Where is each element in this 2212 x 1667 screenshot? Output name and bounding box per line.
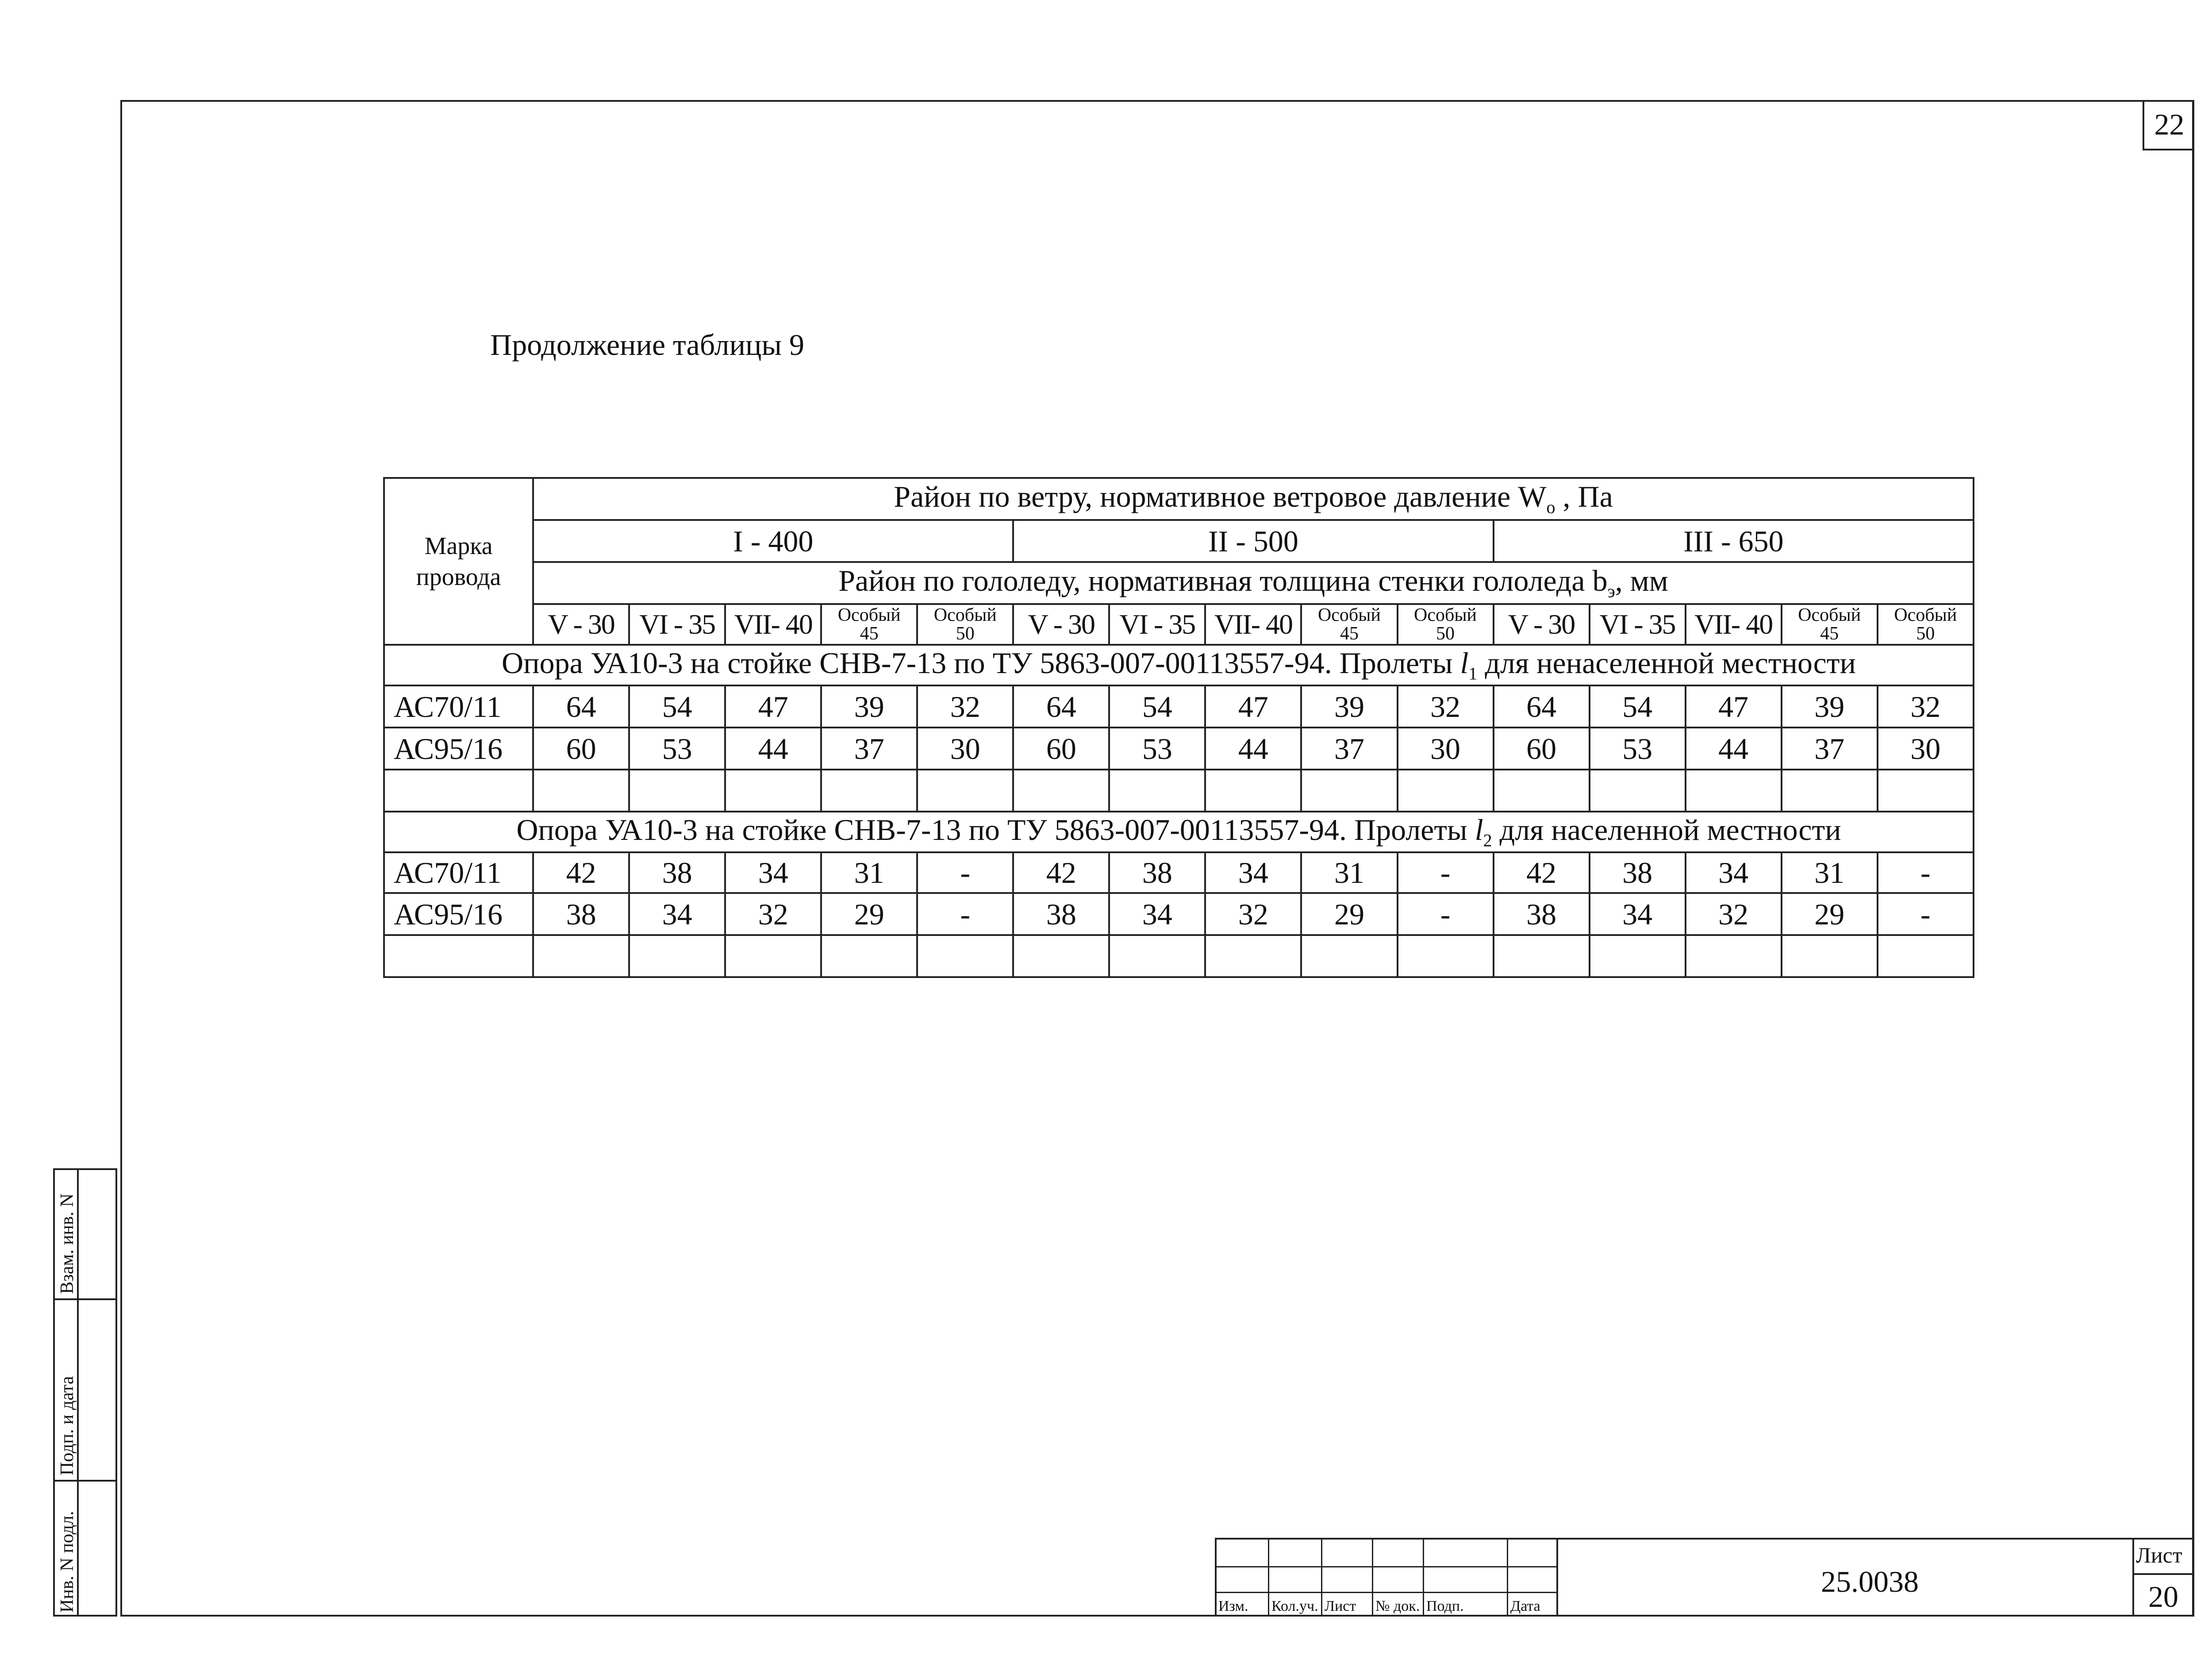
span-value-cell [533, 728, 629, 770]
wire-brand: АС70/11 [394, 856, 502, 889]
strip-divider [55, 1298, 115, 1300]
title-block-cell [1321, 1566, 1372, 1592]
title-block-cell [1507, 1538, 1556, 1566]
ice-region-cell [1686, 604, 1782, 645]
span-value-cell [533, 852, 629, 893]
span-value: 38 [662, 856, 692, 889]
ice-region-word: Особый [837, 605, 901, 625]
span-value-cell [1398, 685, 1494, 728]
span-value-cell [1398, 852, 1494, 893]
span-value: 54 [662, 689, 692, 724]
span-value-cell [1109, 852, 1205, 893]
ice-region-value: 45 [860, 624, 879, 644]
ice-header [533, 562, 1974, 604]
span-value: 32 [1718, 897, 1749, 931]
ice-region: VII- 40 [1694, 608, 1773, 640]
span-value-cell [1782, 685, 1878, 728]
span-value-cell [1590, 852, 1686, 893]
empty-cell [725, 935, 821, 977]
span-value-cell [629, 852, 725, 893]
title-block-column-label: Лист [1325, 1598, 1356, 1614]
span-value: 34 [1238, 856, 1268, 889]
strip-divider [55, 1480, 115, 1482]
wire-brand: АС70/11 [394, 689, 502, 724]
span-value-cell [1013, 685, 1109, 728]
empty-cell [1398, 935, 1494, 977]
span-value-cell [1109, 728, 1205, 770]
ice-region-word: Особый [933, 605, 997, 625]
span-value-cell [1686, 685, 1782, 728]
title-block-cell [1423, 1538, 1507, 1566]
empty-cell [1590, 935, 1686, 977]
ice-region: V - 30 [548, 608, 614, 640]
span-value: 34 [1622, 897, 1653, 931]
ice-header-tail: , мм [1615, 564, 1668, 598]
section2-sub: 2 [1483, 830, 1492, 851]
span-value-cell [1686, 893, 1782, 935]
ice-region: V - 30 [1508, 608, 1575, 640]
empty-cell [1494, 770, 1590, 812]
span-value: 60 [1526, 731, 1557, 766]
ice-region-cell [1205, 604, 1301, 645]
span-value-cell [821, 852, 917, 893]
ice-region-cell [1398, 604, 1494, 645]
span-value-cell [1205, 852, 1301, 893]
span-value: 53 [1622, 731, 1653, 766]
ice-region-cell [629, 604, 725, 645]
title-block-column-label: Кол.уч. [1271, 1598, 1318, 1614]
wind-region-cell [533, 520, 1013, 562]
span-value: 39 [1334, 689, 1364, 724]
empty-cell [1013, 770, 1109, 812]
wind-region: II - 500 [1208, 524, 1298, 558]
span-value: 29 [1814, 897, 1845, 931]
title-block-cell [1268, 1566, 1321, 1592]
wind-header-tail: , Па [1563, 480, 1613, 514]
span-value-cell [917, 893, 1013, 935]
span-value-cell [1590, 893, 1686, 935]
title-block-cell [1215, 1566, 1268, 1592]
span-value: 31 [1334, 856, 1364, 889]
empty-cell [1590, 770, 1686, 812]
section2-title-post: для населенной местности [1499, 812, 1841, 847]
span-value-cell [1494, 852, 1590, 893]
span-value-cell [1301, 852, 1397, 893]
span-value: 42 [1526, 856, 1557, 889]
span-value: 37 [1334, 731, 1364, 766]
wire-brand-cell [384, 728, 533, 770]
table-caption: Продолжение таблицы 9 [490, 328, 805, 362]
empty-cell [1686, 770, 1782, 812]
span-value: 38 [1622, 856, 1653, 889]
span-value: 64 [1046, 689, 1076, 724]
span-value: 60 [1046, 731, 1076, 766]
span-value: 32 [1910, 689, 1941, 724]
span-value-cell [1205, 728, 1301, 770]
document-number: 25.0038 [1821, 1565, 1919, 1598]
span-value: - [960, 856, 971, 889]
span-value: 30 [1910, 731, 1941, 766]
binding-strip [53, 1168, 117, 1617]
span-value: - [1440, 897, 1451, 931]
title-block [1215, 1538, 2194, 1617]
span-value: 53 [662, 731, 692, 766]
title-block-divider [2132, 1573, 2194, 1575]
title-block-cell [1215, 1538, 1268, 1566]
span-value: 29 [854, 897, 884, 931]
span-value-cell [1494, 685, 1590, 728]
span-value-cell [1878, 893, 1974, 935]
title-block-cell [1268, 1538, 1321, 1566]
title-block-divider [1556, 1538, 1558, 1617]
span-value: 54 [1142, 689, 1172, 724]
span-value-cell [1398, 893, 1494, 935]
span-value: 42 [1046, 856, 1076, 889]
wind-header [533, 478, 1974, 520]
span-value: 37 [1814, 731, 1845, 766]
span-value: 38 [1142, 856, 1172, 889]
empty-cell [1494, 935, 1590, 977]
ice-region-cell [1109, 604, 1205, 645]
title-block-cell [1321, 1538, 1372, 1566]
span-value-cell [821, 728, 917, 770]
span-value: 38 [1526, 897, 1557, 931]
wind-region-cell [1494, 520, 1974, 562]
empty-cell [821, 935, 917, 977]
ice-region: VII- 40 [734, 608, 812, 640]
empty-cell [1301, 935, 1397, 977]
wind-header-text: Район по ветру, нормативное ветровое давление W [894, 480, 1547, 514]
empty-cell [1878, 770, 1974, 812]
mark-header: Марка провода [416, 532, 501, 591]
span-value: 30 [1430, 731, 1461, 766]
span-value: 31 [854, 856, 884, 889]
span-value-cell [1686, 728, 1782, 770]
ice-region-value: 45 [1340, 624, 1359, 644]
span-value-cell [821, 685, 917, 728]
title-block-column-label: Дата [1510, 1598, 1540, 1614]
sheet-label: Лист [2136, 1543, 2182, 1567]
ice-region-cell [725, 604, 821, 645]
span-value: 34 [1142, 897, 1172, 931]
span-value: 53 [1142, 731, 1172, 766]
span-value-cell [629, 893, 725, 935]
span-value-cell [821, 893, 917, 935]
wind-header-sub: o [1546, 497, 1555, 517]
span-value: 38 [566, 897, 596, 931]
strip-label-sign: Подп. и дата [57, 1376, 77, 1475]
ice-region-cell [1013, 604, 1109, 645]
strip-label-zam: Взам. инв. N [57, 1193, 77, 1294]
title-block-column-label: № док. [1375, 1598, 1420, 1614]
ice-region-cell [1878, 604, 1974, 645]
empty-cell [1205, 770, 1301, 812]
section1-l: l [1460, 646, 1469, 680]
section2-title-pre: Опора УА10-3 на стойке СНВ-7-13 по ТУ 5863-007-00113557-94. Пролеты [516, 812, 1467, 847]
span-value-cell [533, 893, 629, 935]
span-value-cell [1013, 893, 1109, 935]
wind-region: III - 650 [1683, 524, 1784, 558]
span-value: 32 [1430, 689, 1461, 724]
span-value: 39 [1814, 689, 1845, 724]
span-value-cell [1878, 685, 1974, 728]
ice-region-word: Особый [1798, 605, 1861, 625]
title-block-divider [2132, 1538, 2134, 1617]
span-value: 60 [566, 731, 596, 766]
ice-region-value: 45 [1820, 624, 1839, 644]
span-value-cell [1878, 728, 1974, 770]
empty-cell [725, 770, 821, 812]
span-value: 44 [1238, 731, 1268, 766]
section2-title [384, 812, 1974, 852]
section1-title-post: для ненаселенной местности [1485, 646, 1856, 680]
title-block-cell [1423, 1566, 1507, 1592]
empty-cell [629, 770, 725, 812]
span-value: 39 [854, 689, 884, 724]
mark-header-cell [384, 478, 533, 645]
ice-region-cell [1782, 604, 1878, 645]
section1-title [384, 645, 1974, 685]
span-value: - [1920, 897, 1931, 931]
wind-region: I - 400 [733, 524, 814, 558]
span-value-cell [1013, 728, 1109, 770]
title-block-column-label: Изм. [1218, 1598, 1248, 1614]
title-block-cell [1507, 1566, 1556, 1592]
ice-region-cell [917, 604, 1013, 645]
empty-cell [533, 935, 629, 977]
span-value-cell [725, 852, 821, 893]
empty-cell [1398, 770, 1494, 812]
span-value: 34 [1718, 856, 1749, 889]
ice-region: VI - 35 [1599, 608, 1675, 640]
ice-region: VI - 35 [1119, 608, 1195, 640]
ice-region-word: Особый [1414, 605, 1477, 625]
wire-brand-cell [384, 685, 533, 728]
span-value-cell [629, 685, 725, 728]
span-value-cell [1590, 685, 1686, 728]
empty-cell [384, 770, 533, 812]
ice-region-cell [1590, 604, 1686, 645]
span-value-cell [725, 728, 821, 770]
span-value: 32 [1238, 897, 1268, 931]
span-value: 64 [1526, 689, 1557, 724]
span-value-cell [1590, 728, 1686, 770]
span-value: 38 [1046, 897, 1076, 931]
empty-cell [821, 770, 917, 812]
wire-brand: АС95/16 [394, 897, 503, 931]
section2-l: l [1475, 812, 1483, 847]
empty-cell [1782, 935, 1878, 977]
ice-region-cell [1301, 604, 1397, 645]
title-block-cell [1372, 1566, 1423, 1592]
span-value-cell [1109, 893, 1205, 935]
span-value-cell [1878, 852, 1974, 893]
span-value: - [960, 897, 971, 931]
span-value: 47 [1718, 689, 1749, 724]
span-value: - [1440, 856, 1451, 889]
ice-region-word: Особый [1317, 605, 1381, 625]
empty-cell [1013, 935, 1109, 977]
wire-brand: АС95/16 [394, 731, 503, 766]
strip-label-inv: Инв. N подл. [57, 1511, 77, 1613]
span-value-cell [1494, 728, 1590, 770]
ice-region: V - 30 [1028, 608, 1095, 640]
ice-region-value: 50 [1916, 624, 1935, 644]
wind-region-cell [1013, 520, 1493, 562]
empty-cell [917, 935, 1013, 977]
title-block-column-label: Подп. [1426, 1598, 1464, 1614]
span-value: 37 [854, 731, 884, 766]
span-value: 54 [1622, 689, 1653, 724]
span-value-cell [1301, 728, 1397, 770]
section1-title-pre: Опора УА10-3 на стойке СНВ-7-13 по ТУ 5863-007-00113557-94. Пролеты [502, 646, 1453, 680]
empty-cell [917, 770, 1013, 812]
span-value-cell [1301, 893, 1397, 935]
sheet-number: 20 [2148, 1580, 2178, 1613]
wire-brand-cell [384, 893, 533, 935]
span-value-cell [1398, 728, 1494, 770]
ice-region-value: 50 [956, 624, 975, 644]
span-value: 32 [950, 689, 980, 724]
span-value-cell [1782, 852, 1878, 893]
ice-header-sub: э [1607, 581, 1615, 601]
ice-region-word: Особый [1894, 605, 1957, 625]
span-value: 42 [566, 856, 596, 889]
ice-region-value: 50 [1436, 624, 1455, 644]
empty-cell [384, 935, 533, 977]
empty-cell [1109, 935, 1205, 977]
span-value-cell [533, 685, 629, 728]
span-table [383, 477, 1974, 978]
empty-cell [1686, 935, 1782, 977]
span-value-cell [1109, 685, 1205, 728]
empty-cell [1878, 935, 1974, 977]
span-value-cell [629, 728, 725, 770]
span-value: 34 [758, 856, 788, 889]
span-value: 31 [1814, 856, 1845, 889]
span-value-cell [917, 852, 1013, 893]
span-value-cell [917, 728, 1013, 770]
ice-region-cell [1494, 604, 1590, 645]
span-value: - [1920, 856, 1931, 889]
span-value-cell [1686, 852, 1782, 893]
span-value: 29 [1334, 897, 1364, 931]
empty-cell [1782, 770, 1878, 812]
title-block-cell [1372, 1538, 1423, 1566]
span-value-cell [1205, 893, 1301, 935]
span-value-cell [1782, 728, 1878, 770]
span-value-cell [1205, 685, 1301, 728]
span-value-cell [725, 893, 821, 935]
span-value-cell [1494, 893, 1590, 935]
empty-cell [533, 770, 629, 812]
span-value: 44 [758, 731, 788, 766]
empty-cell [1301, 770, 1397, 812]
empty-cell [1109, 770, 1205, 812]
span-value-cell [917, 685, 1013, 728]
span-value: 30 [950, 731, 980, 766]
wire-brand-cell [384, 852, 533, 893]
span-value-cell [1301, 685, 1397, 728]
ice-region: VI - 35 [639, 608, 715, 640]
span-value: 47 [758, 689, 788, 724]
empty-cell [629, 935, 725, 977]
empty-cell [1205, 935, 1301, 977]
span-value-cell [725, 685, 821, 728]
ice-region: VII- 40 [1214, 608, 1292, 640]
span-value-cell [1013, 852, 1109, 893]
ice-header-text: Район по гололеду, нормативная толщина стенки гололеда b [838, 564, 1608, 598]
span-value-cell [1782, 893, 1878, 935]
section1-sub: 1 [1468, 663, 1478, 684]
top-page-number: 22 [2143, 100, 2194, 150]
span-value: 44 [1718, 731, 1749, 766]
ice-region-cell [533, 604, 629, 645]
span-value: 32 [758, 897, 788, 931]
span-value: 64 [566, 689, 596, 724]
span-value: 34 [662, 897, 692, 931]
ice-region-cell [821, 604, 917, 645]
span-value: 47 [1238, 689, 1268, 724]
